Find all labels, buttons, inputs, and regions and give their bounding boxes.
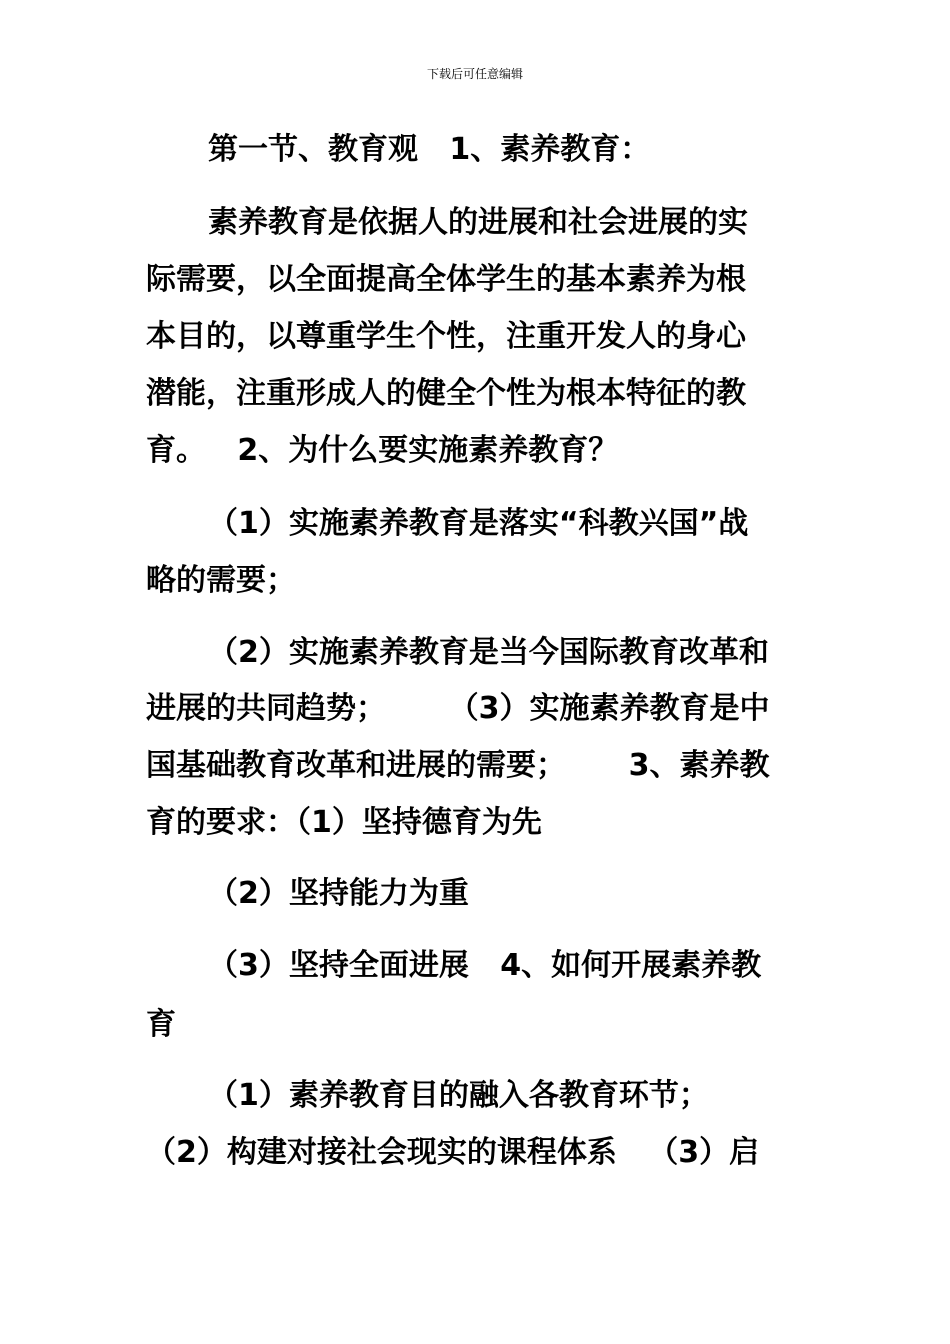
paragraph-line: 略的需要；	[146, 563, 296, 598]
paragraph-line: （1）实施素养教育是落实“科教兴国”战	[208, 506, 749, 541]
paragraph-line: （1）素养教育目的融入各教育环节；	[208, 1078, 709, 1113]
paragraph-line: 素养教育是依据人的进展和社会进展的实	[208, 205, 748, 240]
paragraph-line: 国基础教育改革和进展的需要； 3、素养教	[146, 748, 770, 783]
paragraph-line: （2）实施素养教育是当今国际教育改革和	[208, 635, 769, 670]
section-heading: 第一节、教育观 1、素养教育：	[208, 132, 651, 167]
paragraph-line: 育	[146, 1007, 176, 1042]
header-note: 下载后可任意编辑	[426, 67, 523, 81]
paragraph-line: （3）坚持全面进展 4、如何开展素养教	[208, 948, 762, 983]
paragraph-line: 际需要，以全面提高全体学生的基本素养为根	[146, 262, 746, 297]
paragraph-line: 进展的共同趋势； （3）实施素养教育是中	[146, 691, 770, 726]
paragraph-line: （2）构建对接社会现实的课程体系 （3）启	[146, 1135, 760, 1170]
paragraph-line: 潜能，注重形成人的健全个性为根本特征的教	[146, 376, 746, 411]
paragraph-line: 育的要求：（1）坚持德育为先	[146, 805, 542, 840]
paragraph-line: 育。 2、为什么要实施素养教育？	[146, 433, 619, 468]
paragraph-line: （2）坚持能力为重	[208, 876, 469, 911]
paragraph-line: 本目的，以尊重学生个性，注重开发人的身心	[146, 319, 746, 354]
